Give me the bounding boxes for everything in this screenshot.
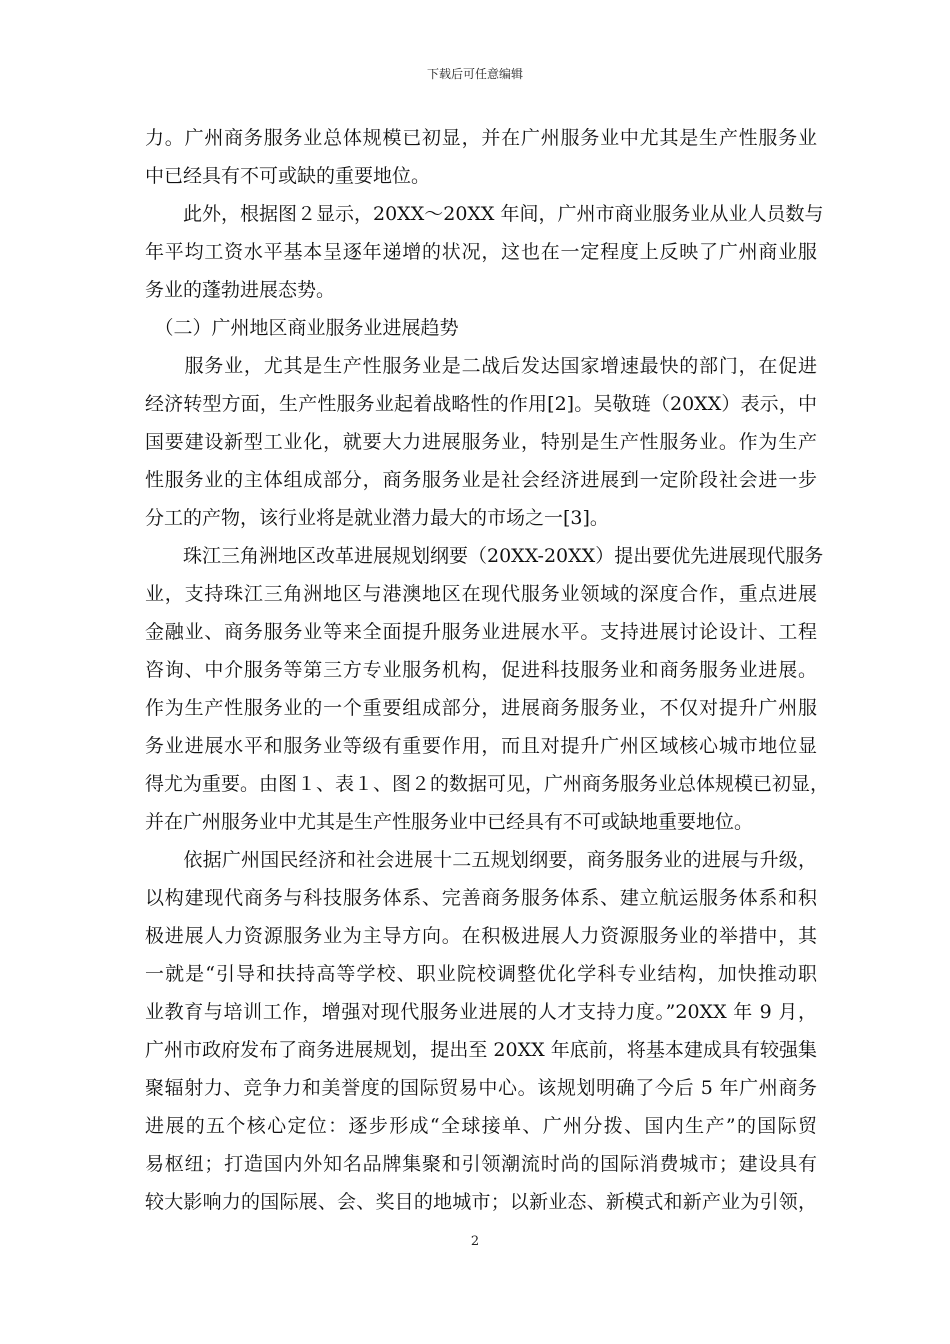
body-line: 分工的产物，该行业将是就业潜力最大的市场之一[3]。 [145, 507, 609, 529]
body-line: 依据广州国民经济和社会进展十二五规划纲要，商务服务业的进展与升级， [145, 849, 817, 871]
body-line: 务业的蓬勃进展态势。 [145, 279, 336, 301]
body-line: 较大影响力的国际展、会、奖目的地城市；以新业态、新模式和新产业为引领， [145, 1191, 817, 1213]
body-line: 咨询、中介服务等第三方专业服务机构，促进科技服务业和商务服务业进展。 [145, 659, 817, 681]
body-line: 以构建现代商务与科技服务体系、完善商务服务体系、建立航运服务体系和积 [145, 887, 817, 909]
page-header: 下载后可任意编辑 [426, 67, 523, 81]
body-line: 经济转型方面，生产性服务业起着战略性的作用[2]。吴敬琏（20XX）表示，中 [145, 393, 817, 415]
section-heading: （二）广州地区商业服务业进展趋势 [145, 317, 459, 339]
body-line: 性服务业的主体组成部分，商务服务业是社会经济进展到一定阶段社会进一步 [145, 469, 817, 491]
body-line: 珠江三角洲地区改革进展规划纲要（20XX-20XX）提出要优先进展现代服务 [145, 545, 824, 567]
body-line: 得尤为重要。由图１、表１、图２的数据可见，广州商务服务业总体规模已初显， [145, 773, 830, 795]
body-line: 一就是“引导和扶持高等学校、职业院校调整优化学科专业结构，加快推动职 [145, 963, 817, 985]
body-line: 此外，根据图２显示，20XX～20XX 年间，广州市商业服务业从业人员数与 [145, 203, 824, 225]
body-line: 进展的五个核心定位：逐步形成“全球接单、广州分拨、国内生产”的国际贸 [145, 1115, 817, 1137]
body-line: 金融业、商务服务业等来全面提升服务业进展水平。支持进展讨论设计、工程 [145, 621, 817, 643]
body-line: 务业进展水平和服务业等级有重要作用，而且对提升广州区域核心城市地位显 [145, 735, 817, 757]
body-line: 极进展人力资源服务业为主导方向。在积极进展人力资源服务业的举措中，其 [145, 925, 817, 947]
body-line: 中已经具有不可或缺的重要地位。 [145, 165, 431, 187]
body-line: 业，支持珠江三角洲地区与港澳地区在现代服务业领域的深度合作，重点进展 [145, 583, 817, 605]
body-line: 广州市政府发布了商务进展规划，提出至 20XX 年底前，将基本建成具有较强集 [145, 1039, 817, 1061]
body-line: 聚辐射力、竞争力和美誉度的国际贸易中心。该规划明确了今后 5 年广州商务 [145, 1077, 817, 1099]
body-line: 并在广州服务业中尤其是生产性服务业中已经具有不可或缺地重要地位。 [145, 811, 754, 833]
body-line: 年平均工资水平基本呈逐年递增的状况，这也在一定程度上反映了广州商业服 [145, 241, 817, 263]
body-line: 服务业，尤其是生产性服务业是二战后发达国家增速最快的部门，在促进 [145, 355, 817, 377]
body-line: 力。广州商务服务业总体规模已初显，并在广州服务业中尤其是生产性服务业 [145, 127, 817, 149]
page-number: 2 [470, 1234, 480, 1249]
body-line: 作为生产性服务业的一个重要组成部分，进展商务服务业，不仅对提升广州服 [145, 697, 817, 719]
body-line: 易枢纽；打造国内外知名品牌集聚和引领潮流时尚的国际消费城市；建设具有 [145, 1153, 817, 1175]
body-line: 国要建设新型工业化，就要大力进展服务业，特别是生产性服务业。作为生产 [145, 431, 817, 453]
body-line: 业教育与培训工作，增强对现代服务业进展的人才支持力度。”20XX 年 9 月， [145, 1001, 817, 1023]
